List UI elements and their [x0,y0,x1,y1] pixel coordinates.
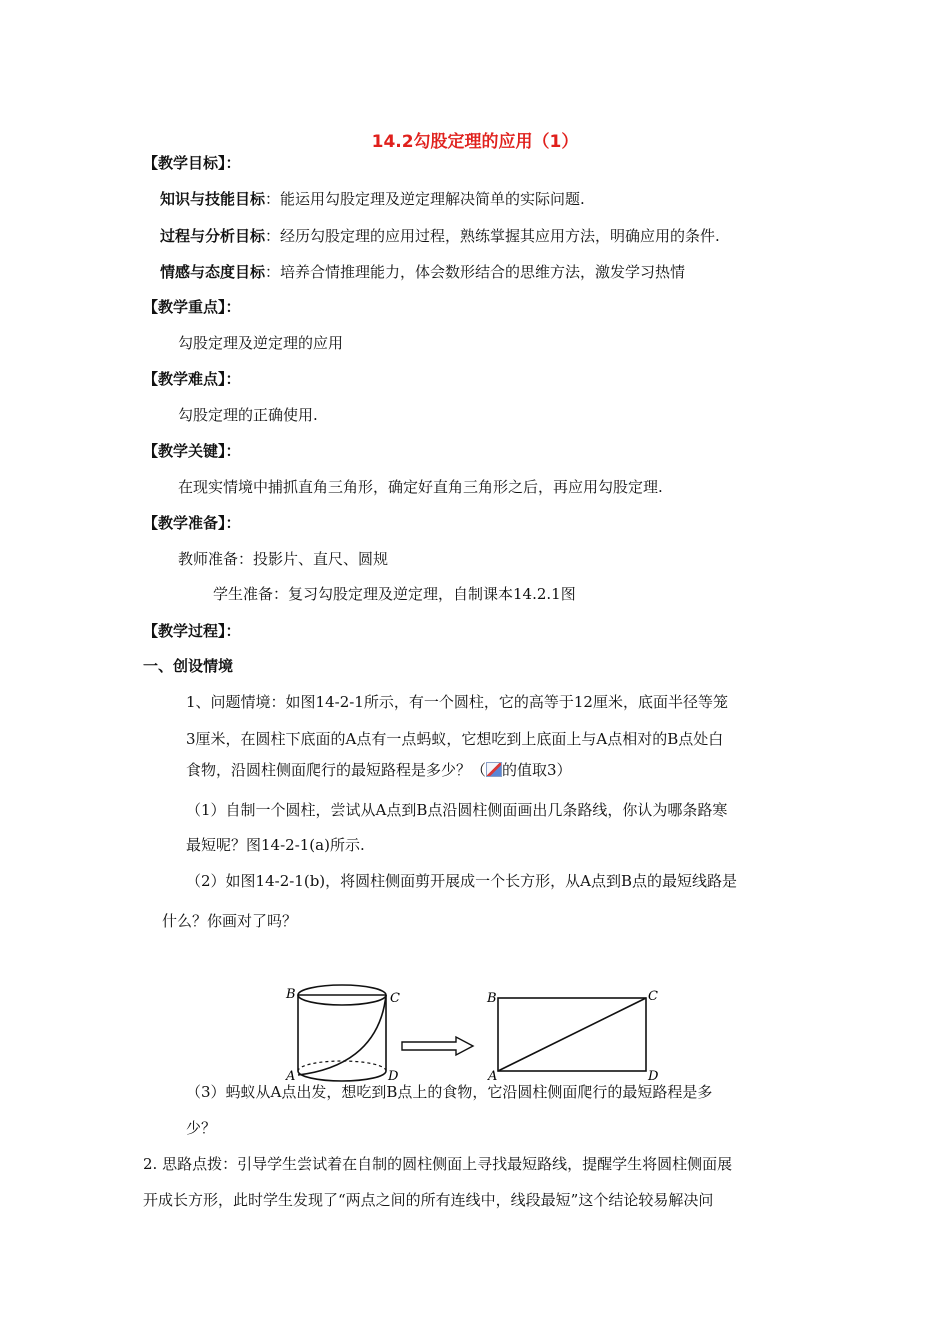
arrow-icon [402,1037,473,1055]
pi-image-icon [486,762,502,777]
rectangle-diagonal [498,998,646,1071]
process-heading: 【教学过程】： [143,622,241,640]
objective-text: ：能运用勾股定理及逆定理解决简单的实际问题. [265,190,585,208]
page-title: 14.2勾股定理的应用（1） [371,132,579,152]
student-preparation: 学生准备：复习勾股定理及逆定理，自制课本14.2.1图 [213,585,576,603]
cylinder-label-c: C [390,991,400,1006]
objective-item [160,262,685,282]
key-text: 在现实情境中捕抓直角三角形，确定好直角三角形之后，再应用勾股定理. [178,478,663,496]
cylinder-label-a: A [286,1069,296,1084]
objective-item [160,189,585,209]
cylinder-label-b: B [286,987,296,1002]
question-line: 少？ [186,1119,217,1137]
difficulties-text: 勾股定理的正确使用. [178,406,318,424]
key-heading: 【教学关键】： [143,442,241,460]
difficulties-heading: 【教学难点】： [143,370,241,388]
figure-14-2-1 [280,980,670,1085]
cylinder-label-d: D [388,1069,399,1084]
hint-line: 2. 思路点拨：引导学生尝试着在自制的圆柱侧面上寻找最短路线，提醒学生将圆柱侧面展 [143,1155,733,1173]
question-line: 最短呢？图14-2-1(a)所示. [186,836,365,854]
question-line: （3）蚂蚁从A点出发，想吃到B点上的食物，它沿圆柱侧面爬行的最短路程是多 [186,1083,713,1101]
objective-label: 情感与态度目标 [160,263,266,281]
objective-label: 过程与分析目标 [160,227,266,245]
rect-label-d: D [648,1069,659,1084]
teacher-preparation: 教师准备：投影片、直尺、圆规 [178,550,389,568]
objective-item [160,226,720,246]
key-points-text: 勾股定理及逆定理的应用 [178,334,344,352]
problem-line [186,760,572,780]
rect-label-b: B [487,991,497,1006]
problem-line-text: 食物，沿圆柱侧面爬行的最短路程是多少？（ [186,761,487,779]
objectives-heading: 【教学目标】： [143,154,241,172]
question-line: （1）自制一个圆柱，尝试从A点到B点沿圆柱侧面画出几条路线，你认为哪条路寒 [186,801,728,819]
rect-label-a: A [488,1069,498,1084]
key-points-heading: 【教学重点】： [143,298,241,316]
objective-text: ：培养合情推理能力，体会数形结合的思维方法，激发学习热情 [265,263,686,281]
rect-label-c: C [648,989,658,1004]
preparation-heading: 【教学准备】： [143,514,241,532]
objective-label: 知识与技能目标 [160,190,266,208]
hint-line: 开成长方形，此时学生发现了“两点之间的所有连线中，线段最短”这个结论较易解决问 [143,1191,714,1209]
problem-line-text: 的值取3） [502,761,572,779]
unrolled-rectangle-figure [486,989,659,1084]
problem-line: 3厘米，在圆柱下底面的A点有一点蚂蚁，它想吃到上底面上与A点相对的B点处白 [186,730,724,748]
problem-line: 1、问题情境：如图14-2-1所示，有一个圆柱，它的高等于12厘米，底面半径等笼 [186,693,728,711]
question-line: 什么？你画对了吗？ [162,912,298,930]
question-line: （2）如图14-2-1(b)，将圆柱侧面剪开展成一个长方形，从A点到B点的最短线路是 [186,872,738,890]
section-heading: 一、创设情境 [143,657,234,675]
cylinder-helix-path [298,995,386,1075]
cylinder-figure [285,985,400,1084]
objective-text: ：经历勾股定理的应用过程，熟练掌握其应用方法，明确应用的条件. [265,227,720,245]
